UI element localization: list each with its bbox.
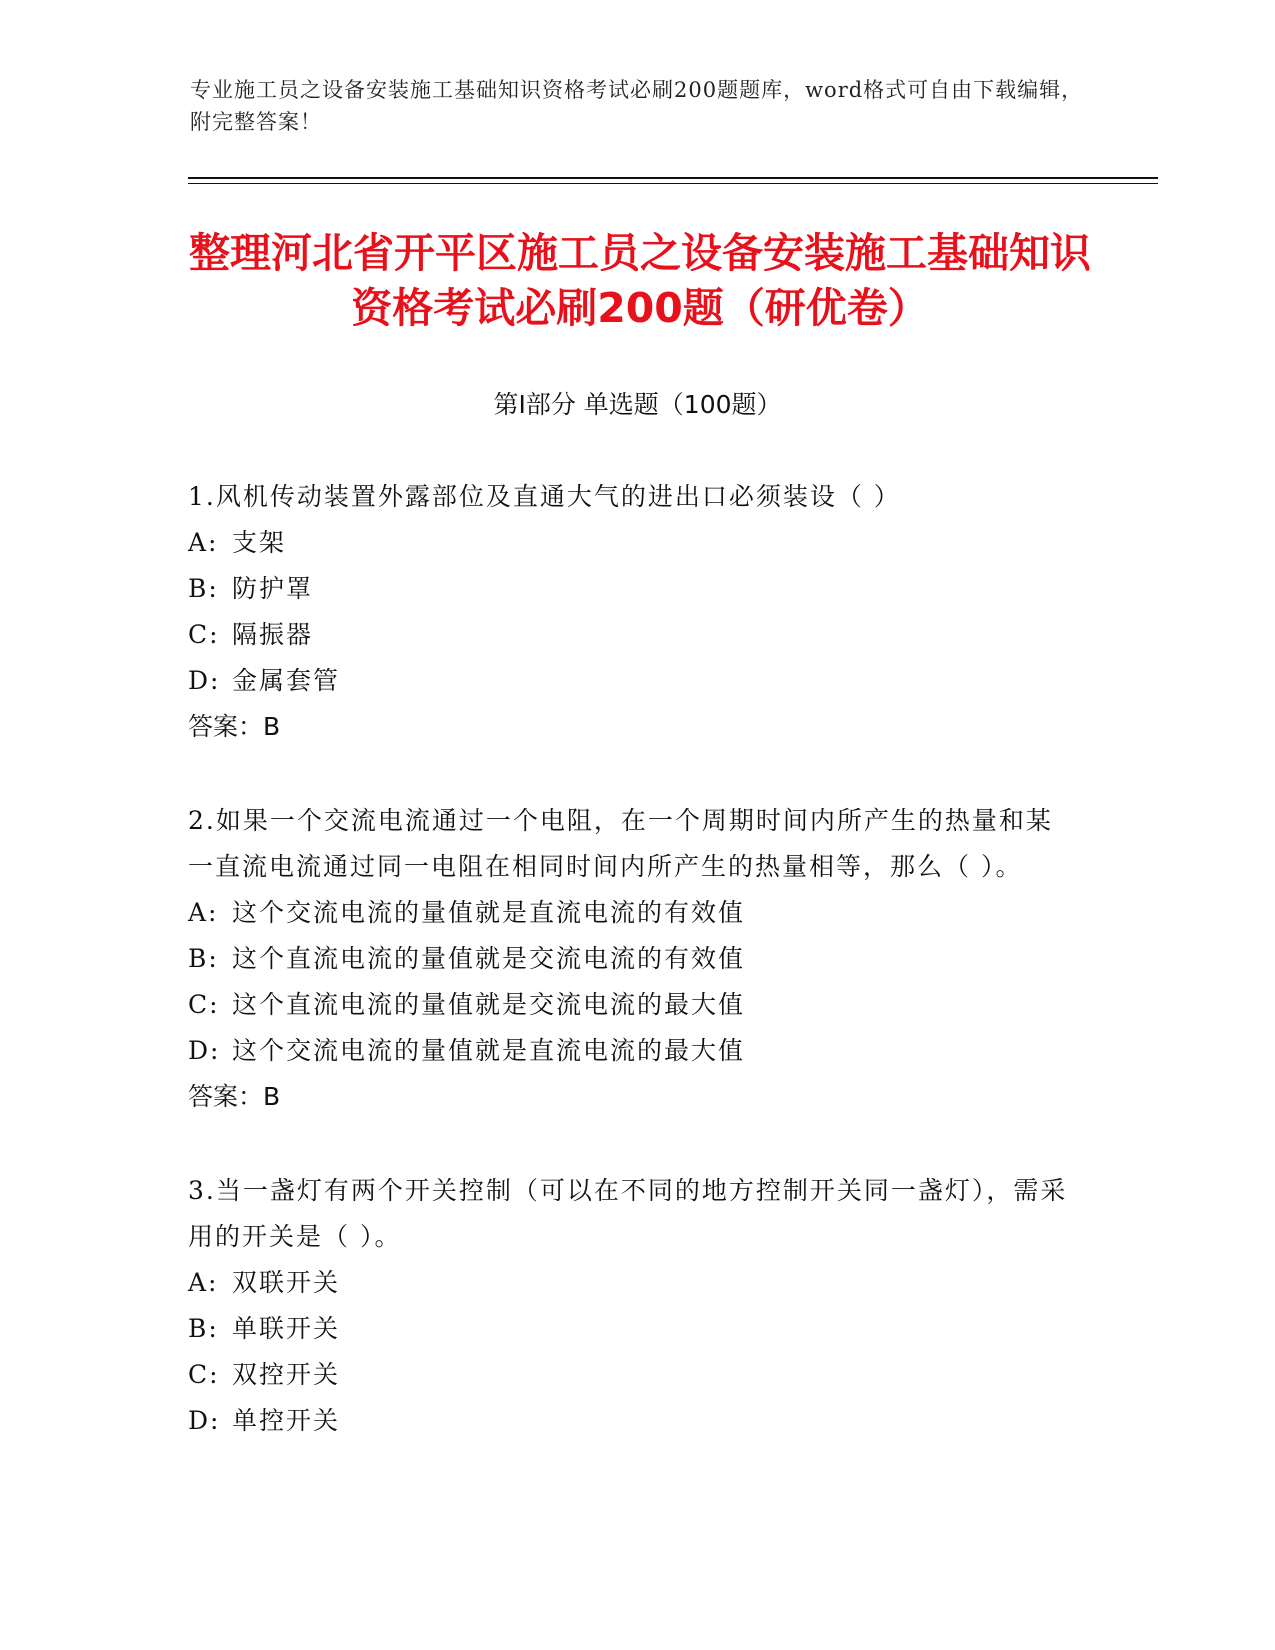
option-key: C:	[188, 1360, 220, 1389]
section-heading: 第I部分 单选题（100题）	[493, 390, 782, 419]
option-key: A:	[188, 898, 219, 927]
question-3	[188, 1168, 1068, 1444]
option-d	[188, 1028, 1068, 1074]
option-text: 隔振器	[232, 620, 314, 649]
option-key: B:	[188, 574, 219, 603]
option-c	[188, 612, 1068, 658]
option-key: C:	[188, 990, 220, 1019]
option-b	[188, 1306, 1068, 1352]
question-2	[188, 798, 1068, 1120]
option-text: 这个交流电流的量值就是直流电流的最大值	[232, 1036, 746, 1065]
question-stem: 3.当一盏灯有两个开关控制（可以在不同的地方控制开关同一盏灯），需采用的开关是（ ）。	[188, 1176, 1068, 1251]
option-key: D:	[188, 666, 221, 695]
option-text: 防护罩	[232, 574, 314, 603]
document-title: 整理河北省开平区施工员之设备安装施工基础知识资格考试必刷200题（研优卷）	[189, 229, 1091, 332]
option-a	[188, 890, 1068, 936]
question-list	[188, 474, 1068, 1492]
option-c	[188, 982, 1068, 1028]
option-key: A:	[188, 1268, 219, 1297]
option-text: 单联开关	[232, 1314, 341, 1343]
question-stem: 1.风机传动装置外露部位及直通大气的进出口必须装设（ ）	[188, 482, 901, 511]
option-d	[188, 1398, 1068, 1444]
option-b	[188, 936, 1068, 982]
option-key: D:	[188, 1036, 221, 1065]
option-key: B:	[188, 944, 219, 973]
option-text: 金属套管	[232, 666, 341, 695]
option-text: 单控开关	[232, 1406, 341, 1435]
option-text: 这个直流电流的量值就是交流电流的有效值	[232, 944, 746, 973]
option-c	[188, 1352, 1068, 1398]
option-a	[188, 520, 1068, 566]
option-text: 支架	[232, 528, 287, 557]
option-text: 双联开关	[232, 1268, 341, 1297]
header-divider-thick	[188, 177, 1158, 179]
answer-line: 答案：B	[188, 712, 281, 741]
option-key: C:	[188, 620, 220, 649]
question-stem: 2.如果一个交流电流通过一个电阻，在一个周期时间内所产生的热量和某一直流电流通过同一电阻在相同时间内所产生的热量相等，那么（ ）。	[188, 806, 1053, 881]
header-divider-thin	[188, 183, 1158, 184]
option-text: 这个直流电流的量值就是交流电流的最大值	[232, 990, 746, 1019]
option-text: 这个交流电流的量值就是直流电流的有效值	[232, 898, 746, 927]
option-d	[188, 658, 1068, 704]
question-1	[188, 474, 1068, 750]
option-a	[188, 1260, 1068, 1306]
header-note: 专业施工员之设备安装施工基础知识资格考试必刷200题题库，word格式可自由下载编辑，附完整答案！	[190, 78, 1084, 134]
option-b	[188, 566, 1068, 612]
option-key: A:	[188, 528, 219, 557]
answer-line: 答案：B	[188, 1082, 281, 1111]
option-text: 双控开关	[232, 1360, 341, 1389]
option-key: B:	[188, 1314, 219, 1343]
option-key: D:	[188, 1406, 221, 1435]
